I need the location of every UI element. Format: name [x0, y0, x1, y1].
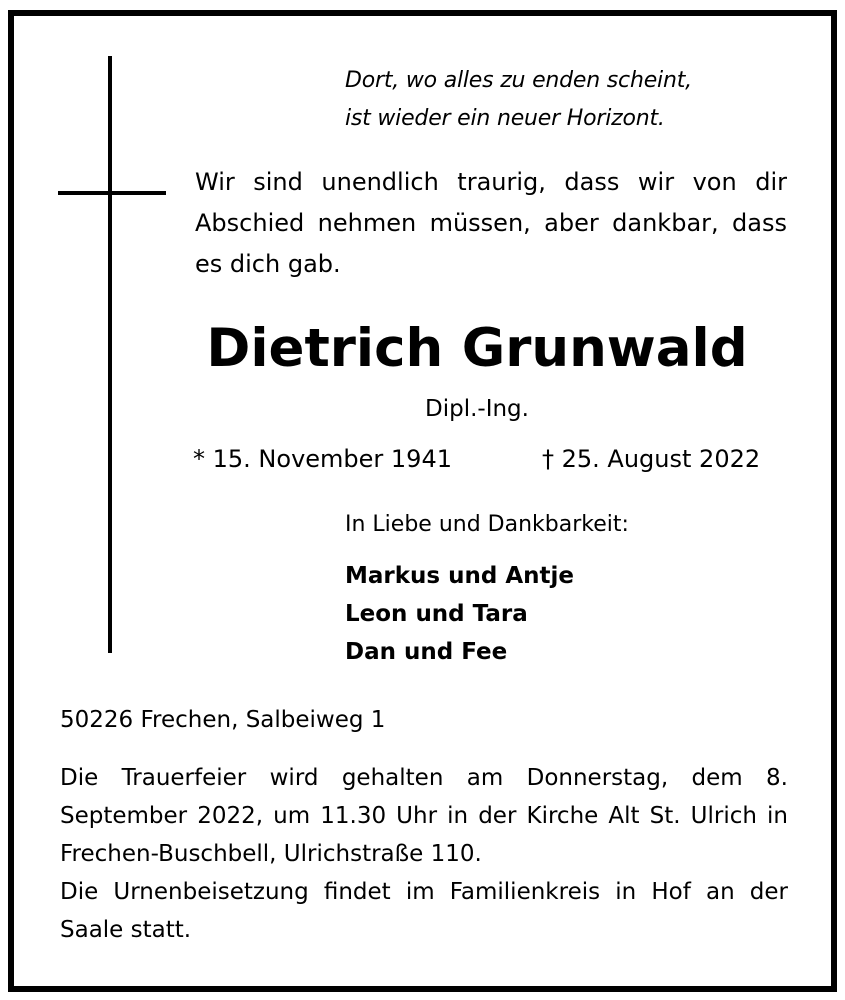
death-date: † 25. August 2022: [542, 445, 761, 473]
mourner: Dan und Fee: [345, 639, 508, 665]
ceremony-notice: Die Trauerfeier wird gehalten am Donnerstag, dem 8. September 2022, um 11.30 Uhr in der Kirche Alt St. Ulrich in Frechen-Buschbell, Ulrichstraße 110.: [60, 765, 788, 867]
deceased-title: Dipl.-Ing.: [425, 396, 529, 422]
funeral-notice: [60, 759, 788, 949]
intro-text: Wir sind unendlich traurig, dass wir von dir Abschied nehmen müssen, aber dankbar, dass es dich gab.: [195, 168, 787, 278]
verse-line-1: Dort, wo alles zu enden scheint,: [345, 68, 692, 93]
verse: [345, 62, 692, 138]
burial-notice: Die Urnenbeisetzung findet im Familienkreis in Hof an der Saale statt.: [60, 879, 788, 943]
dedication: In Liebe und Dankbarkeit:: [345, 512, 629, 537]
address: 50226 Frechen, Salbeiweg 1: [60, 707, 386, 733]
mourner: Leon und Tara: [345, 601, 528, 627]
deceased-name: Dietrich Grunwald: [206, 318, 748, 379]
cross-horizontal-beam: [58, 191, 166, 195]
mourners-list: [345, 557, 574, 671]
verse-line-2: ist wieder ein neuer Horizont.: [345, 106, 665, 131]
mourner: Markus und Antje: [345, 563, 574, 589]
birth-date: * 15. November 1941: [193, 445, 452, 473]
cross-vertical-beam: [108, 56, 112, 653]
